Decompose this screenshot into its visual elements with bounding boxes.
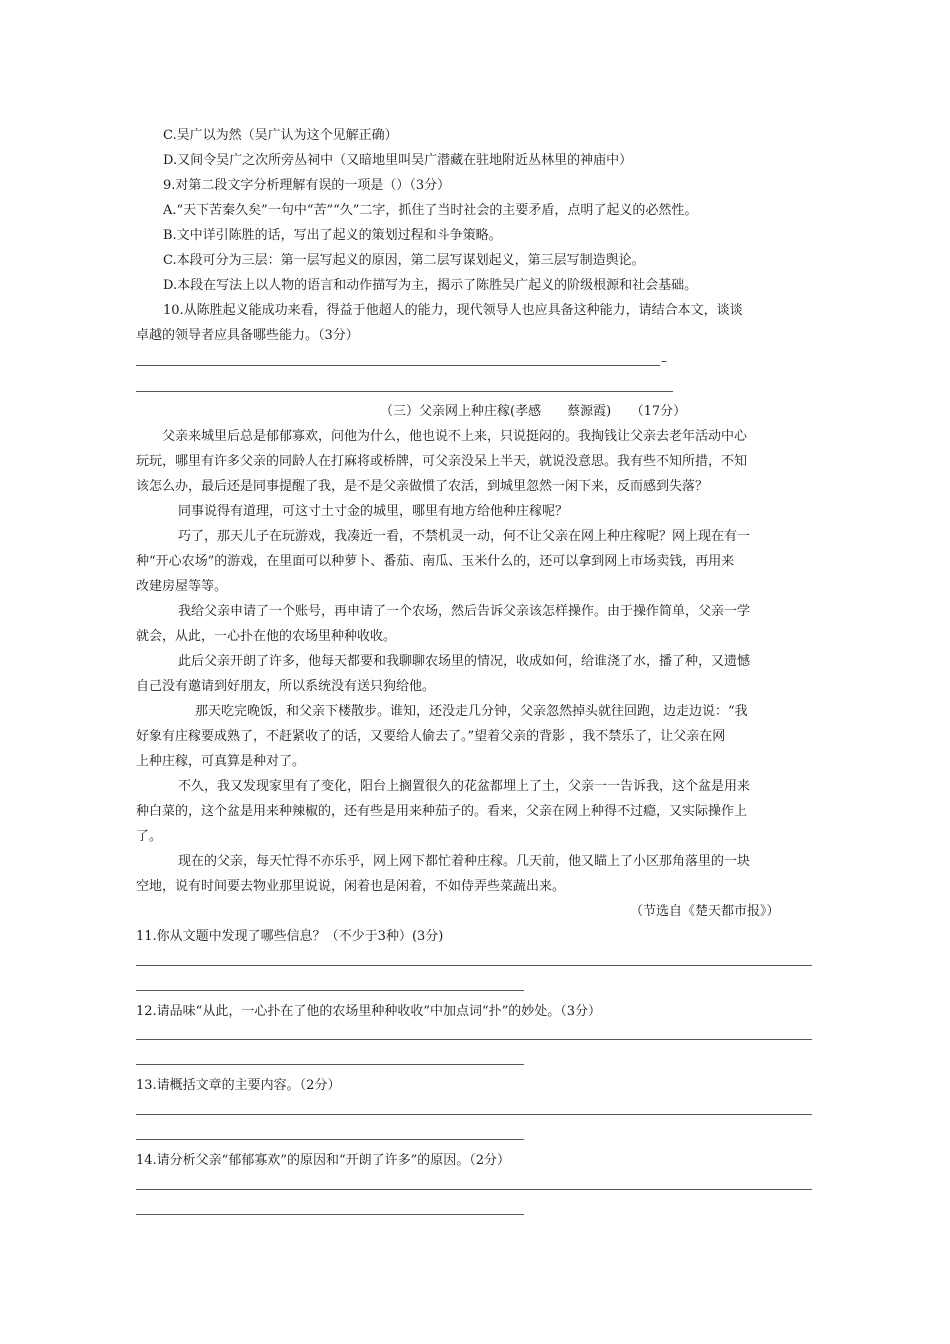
q9-option-c: C.本段可分为三层：第一层写起义的原因，第二层写谋划起义，第三层写制造舆论。 bbox=[163, 253, 645, 268]
passage-line: 那天吃完晚饭，和父亲下楼散步。谁知，还没走几分钟，父亲忽然掉头就往回跑，边走边说：“我 bbox=[195, 704, 748, 719]
passage-line: 不久，我又发现家里有了变化，阳台上搁置很久的花盆都埋上了土，父亲一一告诉我，这个盆是用来 bbox=[178, 779, 751, 794]
passage-line: 种“开心农场”的游戏，在里面可以种萝卜、番茄、南瓜、玉米什么的，还可以拿到网上市场卖钱，再用来 bbox=[136, 554, 735, 569]
q13-answer-line-1[interactable] bbox=[136, 1114, 812, 1115]
passage-line: 父亲来城里后总是郁郁寡欢，问他为什么，他也说不上来，只说挺闷的。我掏钱让父亲去老年活动中心 bbox=[162, 429, 748, 444]
passage-line: 此后父亲开朗了许多，他每天都要和我聊聊农场里的情况，收成如何，给谁浇了水，播了种，又遗憾 bbox=[178, 654, 751, 669]
q11-stem: 11.你从文题中发现了哪些信息？（不少于3种）(3分) bbox=[136, 929, 444, 944]
q9-option-b: B.文中详引陈胜的话，写出了起义的策划过程和斗争策略。 bbox=[163, 228, 502, 243]
passage-line: 玩玩，哪里有许多父亲的同龄人在打麻将或桥牌，可父亲没呆上半天，就说没意思。我有些不知所措，不知 bbox=[136, 454, 748, 469]
passage-line: 巧了，那天儿子在玩游戏，我凑近一看，不禁机灵一动，何不让父亲在网上种庄稼呢？网上现在有一 bbox=[178, 529, 751, 544]
q14-answer-line-1[interactable] bbox=[136, 1189, 812, 1190]
q14-answer-line-2[interactable] bbox=[136, 1214, 524, 1215]
q9-option-a: A.“天下苦秦久矣”一句中“苦”“久”二字，抓住了当时社会的主要矛盾，点明了起义的必然性。 bbox=[163, 203, 698, 218]
passage-line: 了。 bbox=[136, 829, 163, 844]
passage-line: 现在的父亲，每天忙得不亦乐乎，网上网下都忙着种庄稼。几天前，他又瞄上了小区那角落里的一块 bbox=[178, 854, 751, 869]
passage-line: 上种庄稼，可真算是种对了。 bbox=[136, 754, 306, 769]
passage-source: （节选自《楚天都市报》） bbox=[630, 904, 780, 919]
passage-line: 自己没有邀请到好朋友，所以系统没有送只狗给他。 bbox=[136, 679, 436, 694]
q10-stem-line1: 10.从陈胜起义能成功来看，得益于他超人的能力，现代领导人也应具备这种能力，请结合本文，谈谈 bbox=[163, 303, 743, 318]
q10-stem-line2: 卓越的领导者应具备哪些能力。（3分） bbox=[136, 328, 359, 343]
q8-option-d: D.又间令吴广之次所旁丛祠中（又暗地里叫吴广潜藏在驻地附近丛林里的神庙中） bbox=[163, 153, 633, 168]
q12-answer-line-1[interactable] bbox=[136, 1039, 812, 1040]
passage-heading: （三）父亲网上种庄稼(孝感 蔡源霞) （17分） bbox=[380, 404, 687, 419]
q12-answer-line-2[interactable] bbox=[136, 1064, 524, 1065]
passage-line: 我给父亲申请了一个账号，再申请了一个农场，然后告诉父亲该怎样操作。由于操作简单，父亲一学 bbox=[178, 604, 751, 619]
q11-answer-line-1[interactable] bbox=[136, 965, 812, 966]
passage-line: 种白菜的，这个盆是用来种辣椒的，还有些是用来种茄子的。看来，父亲在网上种得不过瘾，又实际操作上 bbox=[136, 804, 748, 819]
q12-stem: 12.请品味“从此，一心扑在了他的农场里种种收收”中加点词“扑”的妙处。（3分） bbox=[136, 1004, 602, 1019]
q10-dash-mark: – bbox=[661, 354, 667, 368]
passage-line: 改建房屋等等。 bbox=[136, 579, 228, 594]
q13-answer-line-2[interactable] bbox=[136, 1139, 524, 1140]
passage-line: 就会，从此，一心扑在他的农场里种种收收。 bbox=[136, 629, 397, 644]
q10-answer-line-2[interactable] bbox=[136, 391, 673, 392]
passage-line: 该怎么办，最后还是同事提醒了我，是不是父亲做惯了农活，到城里忽然一闲下来，反而感到失落？ bbox=[136, 479, 709, 494]
passage-line: 好象有庄稼要成熟了，不赶紧收了的话，又要给人偷去了。”望着父亲的背影 ，我不禁乐了，让父亲在网 bbox=[136, 729, 726, 744]
passage-line: 空地，说有时间要去物业那里说说，闲着也是闲着，不如侍弄些菜蔬出来。 bbox=[136, 879, 566, 894]
q9-stem: 9.对第二段文字分析理解有误的一项是（）（3分） bbox=[163, 178, 451, 193]
passage-line: 同事说得有道理，可这寸土寸金的城里，哪里有地方给他种庄稼呢？ bbox=[178, 504, 569, 519]
q13-stem: 13.请概括文章的主要内容。（2分） bbox=[136, 1078, 341, 1093]
q9-option-d: D.本段在写法上以人物的语言和动作描写为主，揭示了陈胜吴广起义的阶级根源和社会基础。 bbox=[163, 278, 698, 293]
q10-answer-line-1[interactable] bbox=[136, 365, 660, 366]
q14-stem: 14.请分析父亲“郁郁寡欢”的原因和“开朗了许多”的原因。（2分） bbox=[136, 1153, 511, 1168]
q8-option-c: C.吴广以为然（吴广认为这个见解正确） bbox=[163, 128, 398, 143]
q11-answer-line-2[interactable] bbox=[136, 990, 524, 991]
